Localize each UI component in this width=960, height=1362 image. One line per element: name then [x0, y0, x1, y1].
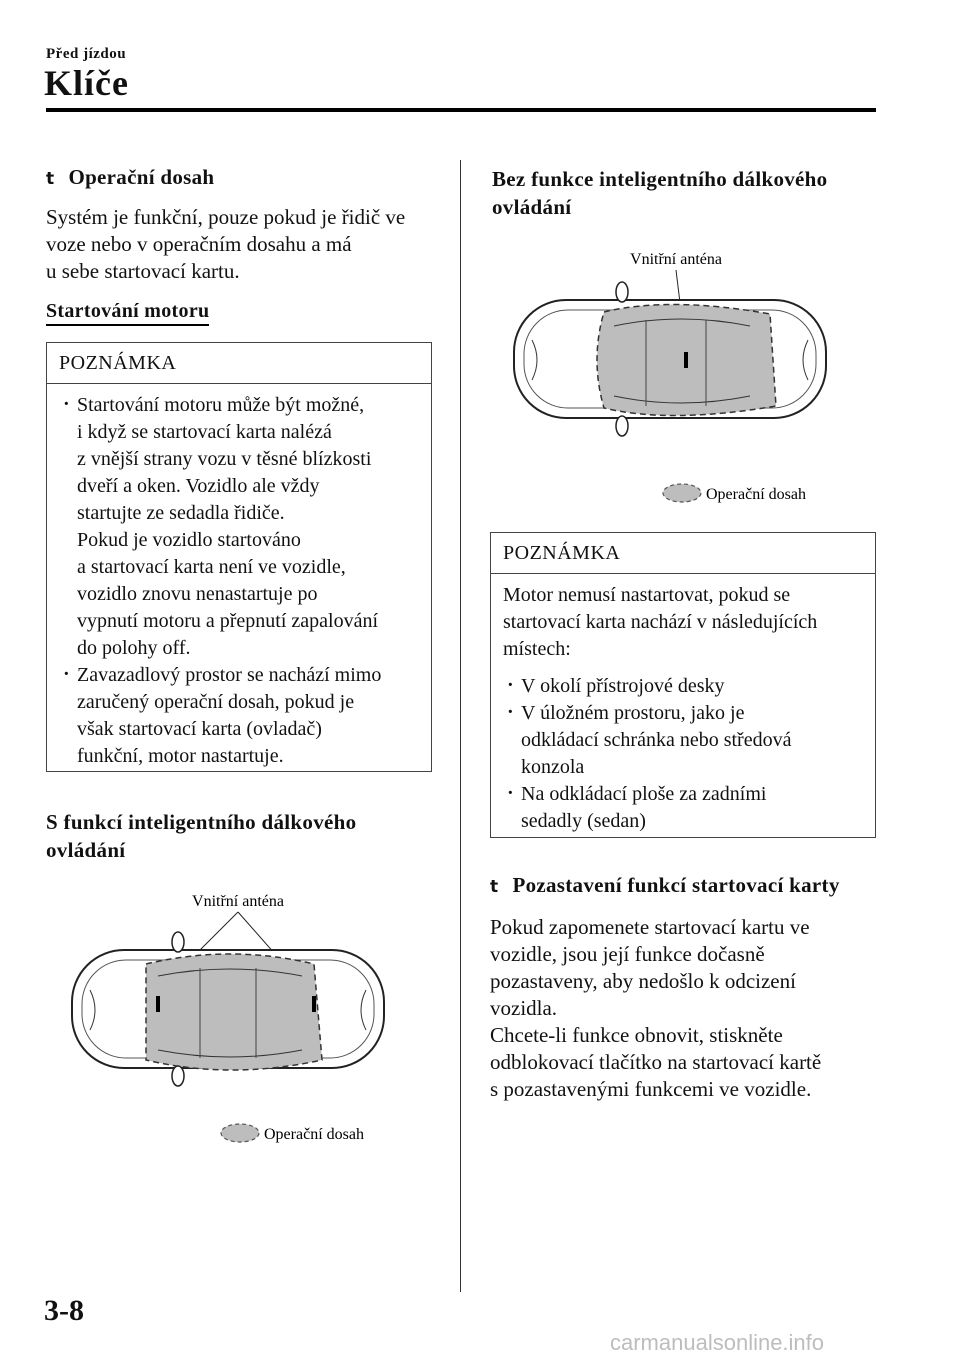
text-line: a startovací karta není ve vozidle, — [77, 556, 346, 578]
text-line: i když se startovací karta nalézá — [77, 421, 332, 443]
text-line: ovládání — [492, 195, 572, 219]
text-line: Motor nemusí nastartovat, pokud se — [503, 584, 791, 606]
range-label: Operační dosah — [706, 486, 806, 503]
figure-heading-with-remote — [46, 808, 356, 864]
antenna-front-icon — [156, 996, 160, 1012]
text-line: · Startování motoru může být možné, — [77, 394, 365, 416]
text-line: do polohy off. — [77, 637, 191, 659]
text-line: · V okolí přístrojové desky — [521, 675, 725, 697]
note-body — [491, 574, 875, 845]
figure-heading-without-remote — [492, 165, 827, 221]
page-title: Klíče — [44, 63, 129, 103]
text-line: odkládací schránka nebo středová — [521, 729, 792, 751]
note-title: POZNÁMKA — [491, 533, 875, 574]
text-line: sedadly (sedan) — [521, 810, 646, 832]
text-line: vozidle, jsou její funkce dočasně — [490, 942, 765, 966]
column-divider — [460, 160, 461, 1292]
subheading-text: Startování motoru — [46, 300, 209, 326]
range-legend — [663, 484, 806, 503]
note-box — [490, 532, 876, 838]
text-line: funkční, motor nastartuje. — [77, 745, 284, 767]
text-line: místech: — [503, 638, 571, 660]
antenna-label: Vnitřní anténa — [192, 893, 284, 910]
page-number: 3-8 — [44, 1294, 84, 1327]
text-line: · V úložném prostoru, jako je — [521, 702, 745, 724]
car-diagram-with-remote — [60, 880, 400, 1150]
text-line: však startovací karta (ovladač) — [77, 718, 322, 740]
text-line: vypnutí motoru a přepnutí zapalování — [77, 610, 379, 632]
text-line: · Na odkládací ploše za zadními — [521, 783, 767, 805]
heading-text: Pozastavení funkcí startovací karty — [512, 873, 840, 897]
text-line: S funkcí inteligentního dálkového — [46, 810, 357, 834]
text-line: vozidla. — [490, 996, 558, 1020]
header-rule — [46, 108, 876, 112]
text-line: · Zavazadlový prostor se nachází mimo — [77, 664, 382, 686]
note-item — [503, 673, 865, 700]
text-line: startovací karta nachází v následujících — [503, 611, 818, 633]
text-line: pozastaveny, aby nedošlo k odcizení — [490, 969, 796, 993]
heading-marker-icon: t — [490, 877, 499, 897]
note-item — [59, 662, 421, 770]
note-item — [59, 392, 421, 662]
antenna-icon — [684, 352, 688, 368]
heading-marker-icon: t — [46, 169, 55, 189]
text-line: odblokovací tlačítko na startovací kartě — [490, 1050, 822, 1074]
note-item — [503, 700, 865, 781]
text-line: Pokud je vozidlo startováno — [77, 529, 301, 551]
text-line: Systém je funkční, pouze pokud je řidič ve — [46, 205, 406, 229]
note-box — [46, 342, 432, 772]
heading-operating-range — [46, 165, 214, 190]
text-line: voze nebo v operačním dosahu a má — [46, 232, 352, 256]
text-line: Bez funkce inteligentního dálkového — [492, 167, 828, 191]
intro-paragraph — [46, 204, 446, 285]
section-label: Před jízdou — [46, 46, 127, 62]
text-line: vozidlo znovu nenastartuje po — [77, 583, 318, 605]
text-line: zaručený operační dosah, pokud je — [77, 691, 355, 713]
car-top-view — [514, 282, 826, 436]
text-line: Chcete-li funkce obnovit, stiskněte — [490, 1023, 783, 1047]
text-line: z vnější strany vozu v těsné blízkosti — [77, 448, 372, 470]
car-top-view — [72, 932, 384, 1086]
text-line: ovládání — [46, 838, 126, 862]
note-body — [47, 384, 431, 780]
card-suspension-paragraph — [490, 914, 890, 1103]
range-legend — [221, 1124, 364, 1143]
text-line: dveří a oken. Vozidlo ale vždy — [77, 475, 320, 497]
antenna-label: Vnitřní anténa — [630, 251, 722, 268]
text-line: Pokud zapomenete startovací kartu ve — [490, 915, 810, 939]
note-title: POZNÁMKA — [47, 343, 431, 384]
text-line: s pozastavenými funkcemi ve vozidle. — [490, 1077, 812, 1101]
subheading-starting — [46, 300, 209, 323]
text-line: startujte ze sedadla řidiče. — [77, 502, 285, 524]
car-diagram-without-remote — [500, 240, 840, 510]
range-label: Operační dosah — [264, 1126, 364, 1143]
text-line: konzola — [521, 756, 585, 778]
watermark: carmanualsonline.info — [610, 1330, 825, 1355]
antenna-rear-icon — [312, 996, 316, 1012]
text-line: u sebe startovací kartu. — [46, 259, 240, 283]
heading-text: Operační dosah — [68, 165, 215, 189]
note-item — [503, 781, 865, 835]
heading-card-suspension — [490, 873, 840, 898]
